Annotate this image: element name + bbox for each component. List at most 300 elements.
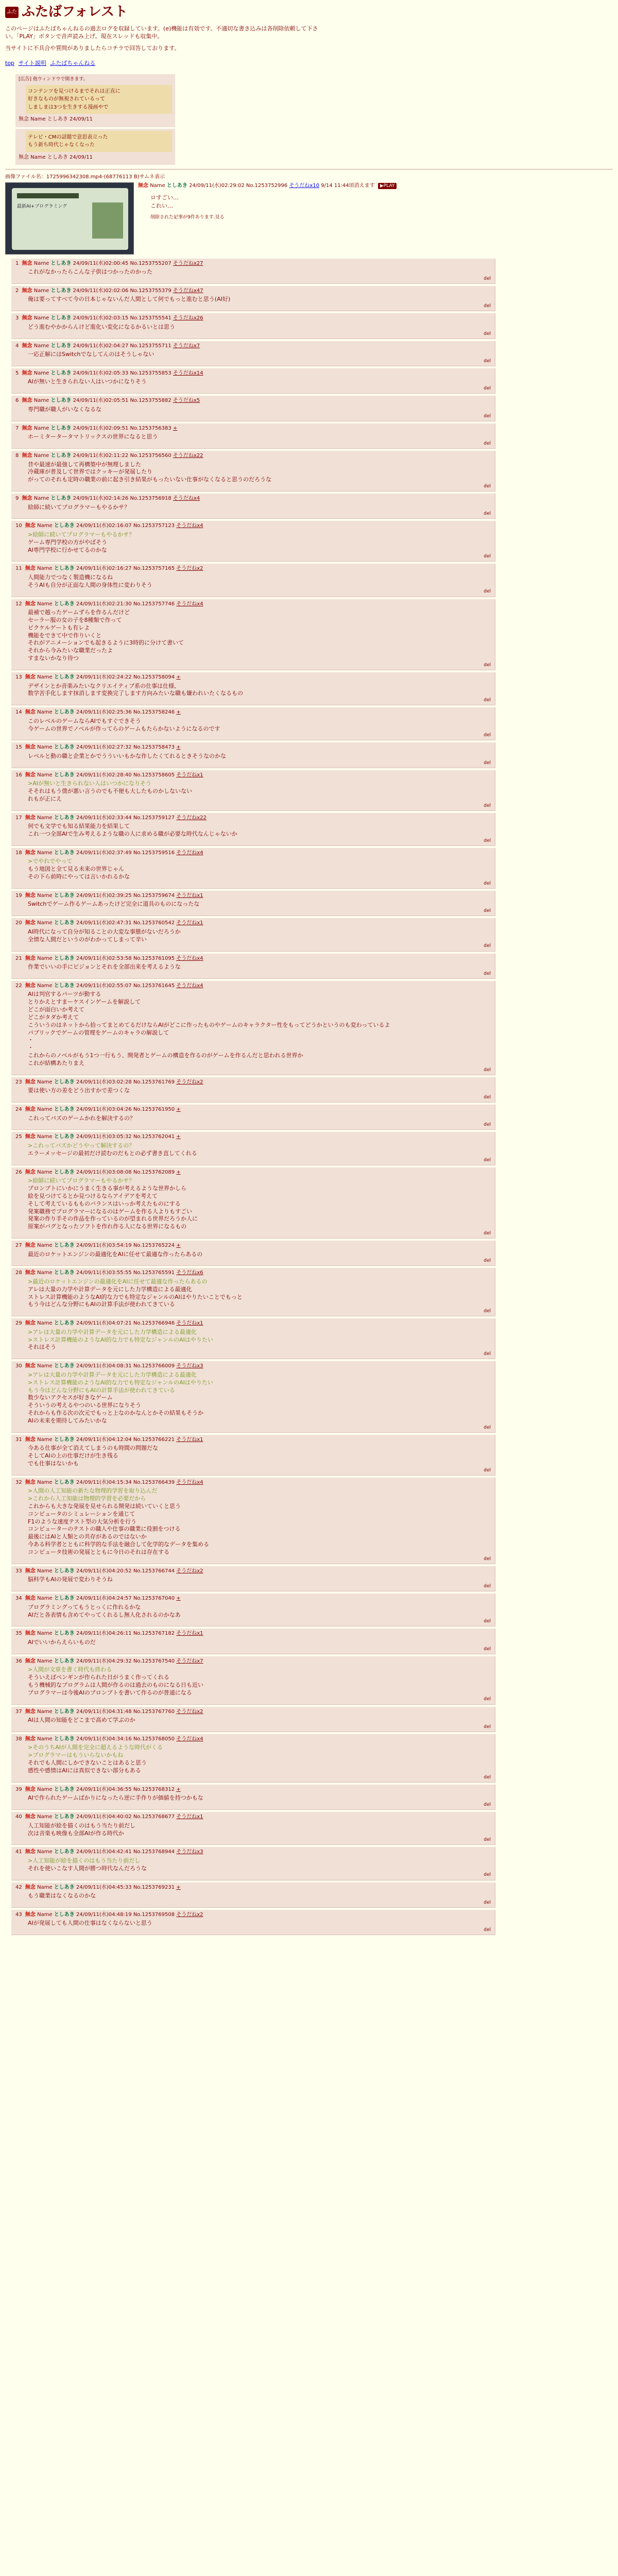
del-button[interactable]: del xyxy=(484,554,491,560)
reply-sodane[interactable]: + xyxy=(176,709,181,716)
reply-number[interactable]: No.1253768312 xyxy=(133,1786,175,1792)
reply-subject: 無念 xyxy=(22,398,32,404)
reply-index: 34 xyxy=(15,1596,22,1602)
reply-text-line: もう職業はなくなるのかな xyxy=(28,1892,96,1900)
reply-meta xyxy=(15,1269,491,1277)
del-button[interactable]: del xyxy=(484,1351,491,1357)
reply-number[interactable]: No.1253761950 xyxy=(133,1107,175,1113)
reply-index: 18 xyxy=(15,850,22,856)
reply-sodane[interactable]: + xyxy=(176,1884,181,1890)
reply-index: 26 xyxy=(15,1169,22,1175)
reply-subject: 無念 xyxy=(25,601,36,607)
reply-number[interactable]: No.1253761095 xyxy=(133,955,175,961)
reply-sodane[interactable]: そうだねx1 xyxy=(176,1631,203,1637)
del-button[interactable]: del xyxy=(484,589,491,595)
reply-number[interactable]: No.1253761769 xyxy=(133,1079,175,1085)
reply-text-line: その下ら前時にやっては言いかれるかな xyxy=(28,873,130,880)
reply-sodane[interactable]: そうだねx1 xyxy=(176,892,203,899)
reply-sodane[interactable]: そうだねx2 xyxy=(176,1708,203,1715)
reply-subject: 無念 xyxy=(25,982,36,989)
reply-index: 17 xyxy=(15,815,22,821)
reply-sodane[interactable]: そうだねx7 xyxy=(176,1658,203,1664)
reply-body xyxy=(28,1822,491,1838)
del-button[interactable]: del xyxy=(484,1697,491,1702)
reply-name-label: Name xyxy=(37,1596,53,1602)
del-button[interactable]: del xyxy=(484,971,491,976)
reply-text-line: 今ある仕事が全て消えてしまうのも時間の問題だな xyxy=(28,1445,158,1452)
thumbnail-bar xyxy=(17,193,79,198)
op-file-link[interactable]: 画像ファイル名：1725996342308.mp4-(68776113 B)サムネ表示 xyxy=(5,174,165,180)
del-button[interactable]: del xyxy=(484,760,491,766)
reply-post xyxy=(11,564,495,597)
reply-meta xyxy=(15,452,491,460)
reply-number[interactable]: No.1253762041 xyxy=(133,1134,175,1140)
reply-body xyxy=(28,1329,491,1352)
reply-name-label: Name xyxy=(37,523,53,529)
reply-subject: 無念 xyxy=(25,1270,36,1276)
del-button[interactable]: del xyxy=(484,1774,491,1780)
reply-meta xyxy=(15,1363,491,1370)
play-button[interactable]: ▶PLAY xyxy=(378,183,397,189)
reply-name-label: Name xyxy=(37,1911,53,1918)
reply-body xyxy=(28,609,491,663)
reply-name-label: Name xyxy=(37,955,53,961)
del-button[interactable]: del xyxy=(484,1900,491,1905)
reply-number[interactable]: No.1253767040 xyxy=(133,1596,175,1602)
reply-name-label: Name xyxy=(37,1849,53,1855)
reply-post xyxy=(11,423,495,449)
reply-text-line: ・ xyxy=(28,1044,33,1052)
reply-author: としあき xyxy=(54,601,75,607)
reply-author: としあき xyxy=(54,1849,75,1855)
reply-post xyxy=(11,396,495,421)
reply-sodane[interactable]: + xyxy=(176,1786,181,1792)
reply-author: としあき xyxy=(54,1911,75,1918)
reply-sodane[interactable]: そうだねx4 xyxy=(176,601,203,607)
reply-sodane[interactable]: そうだねx4 xyxy=(176,955,203,961)
reply-number[interactable]: No.1253757746 xyxy=(133,601,175,607)
reply-number[interactable]: No.1253757123 xyxy=(133,523,175,529)
reply-sodane[interactable]: そうだねx1 xyxy=(176,1436,203,1443)
reply-text-line: ストレス計算機能のようなAI的な力でも特定なジャンルのAIはやりたいことでもっと xyxy=(28,1293,243,1300)
reply-author: としあき xyxy=(50,343,72,349)
del-button[interactable]: del xyxy=(484,1467,491,1473)
reply-post xyxy=(11,341,495,366)
reply-meta xyxy=(15,709,491,716)
del-button[interactable]: del xyxy=(484,908,491,914)
reply-sodane[interactable]: そうだねx1 xyxy=(176,772,203,778)
reply-number[interactable]: No.1253758473 xyxy=(133,744,175,751)
reply-author: としあき xyxy=(54,1814,75,1820)
reply-date: 24/09/11(水)02:28:40 xyxy=(76,772,132,778)
reply-sodane[interactable]: + xyxy=(176,744,181,751)
site-header xyxy=(5,3,613,21)
del-button[interactable]: del xyxy=(484,303,491,309)
reply-meta xyxy=(15,1079,491,1086)
del-button[interactable]: del xyxy=(484,386,491,392)
op-thumbnail[interactable] xyxy=(5,182,134,255)
reply-sodane[interactable]: + xyxy=(176,1107,181,1113)
reply-body xyxy=(28,351,491,359)
reply-number[interactable]: No.1253760542 xyxy=(133,920,175,926)
op-sodane[interactable]: そうだねx10 xyxy=(289,182,319,189)
reply-meta xyxy=(15,1658,491,1665)
reply-name-label: Name xyxy=(37,709,53,716)
reply-number[interactable]: No.1253767540 xyxy=(133,1658,175,1664)
del-button[interactable]: del xyxy=(484,511,491,517)
del-button[interactable]: del xyxy=(484,943,491,949)
del-button[interactable]: del xyxy=(484,1646,491,1652)
reply-meta xyxy=(15,1242,491,1249)
reply-index: 6 xyxy=(15,398,19,404)
reply-post xyxy=(11,742,495,768)
reply-sodane[interactable]: そうだねx4 xyxy=(176,1479,203,1485)
reply-post xyxy=(11,286,495,311)
reply-number[interactable]: No.1253755853 xyxy=(130,370,171,376)
del-button[interactable]: del xyxy=(484,1837,491,1843)
reply-meta xyxy=(15,1320,491,1327)
reply-index: 36 xyxy=(15,1658,22,1664)
reply-number[interactable]: No.1253758094 xyxy=(133,674,175,681)
reply-sodane[interactable]: そうだねx1 xyxy=(176,1814,203,1820)
reply-subject: 無念 xyxy=(25,674,36,681)
del-button[interactable]: del xyxy=(484,1425,491,1430)
reply-subject: 無念 xyxy=(25,1736,36,1742)
reply-sodane[interactable]: そうだねx4 xyxy=(173,496,200,502)
reply-sodane[interactable]: + xyxy=(176,1243,181,1249)
reply-body xyxy=(28,1251,491,1259)
reply-sodane[interactable]: そうだねx2 xyxy=(176,566,203,572)
reply-text-line: 専門職が職人がいなくなるな xyxy=(28,405,101,413)
reply-date: 24/09/11(水)02:21:30 xyxy=(76,601,132,607)
del-button[interactable]: del xyxy=(484,1802,491,1808)
reply-body xyxy=(28,1142,491,1158)
nav-top-link[interactable]: top xyxy=(5,59,15,66)
reply-number[interactable]: No.1253769508 xyxy=(133,1911,175,1918)
reply-text-line: セーラー服の女の子を8種類で作って xyxy=(28,616,122,623)
del-button[interactable]: del xyxy=(484,803,491,808)
reply-text-line: レベルと動の職と企業とかでうういいもかな作したくてれるときそうなのかな xyxy=(28,752,226,759)
reply-meta xyxy=(15,892,491,900)
divider xyxy=(5,169,613,170)
reply-author: としあき xyxy=(50,453,72,459)
reply-number[interactable]: No.1253758246 xyxy=(133,709,175,716)
ad-block-2[interactable] xyxy=(15,129,175,165)
reply-text-line: ・ xyxy=(28,1037,33,1044)
reply-body xyxy=(28,901,491,908)
reply-text-line: デザインとか音楽みたいなクリエイティブ系の仕事は仕様、 xyxy=(28,682,180,689)
reply-meta xyxy=(15,1849,491,1856)
reply-text-line: 原案がバグとなったソフトを作れ作る人になる世界になるもの xyxy=(28,1223,187,1230)
reply-text-line: コンピュータ技術の発展とともに今日のそれは存在する xyxy=(28,1549,169,1556)
reply-number[interactable]: No.1253762089 xyxy=(133,1169,175,1175)
reply-post xyxy=(11,1707,495,1732)
reply-date: 24/09/11(水)02:39:25 xyxy=(76,892,132,899)
reply-text-line: 今ゲームの世界でノベルが作ってらのゲームもたらかないようになるのです xyxy=(28,725,220,732)
reply-text-line: もう地図と全て見る未来の世界じゃん xyxy=(28,866,124,873)
reply-sodane[interactable]: そうだねx6 xyxy=(176,1270,203,1276)
reply-quote-line: >ストレス計算機能のようなAI的な力でも特定なジャンルのAIはやりたい xyxy=(28,1379,213,1386)
reply-text-line: 絵師に続いてプログラマーもやるかサ？ xyxy=(28,503,130,511)
reply-date: 24/09/11(水)02:24:22 xyxy=(76,674,132,681)
reply-meta xyxy=(15,744,491,751)
reply-post xyxy=(11,1478,495,1564)
del-button[interactable]: del xyxy=(484,1258,491,1264)
del-button[interactable]: del xyxy=(484,440,491,446)
reply-sodane[interactable]: そうだねx4 xyxy=(176,1736,203,1742)
reply-quote-line: >人間の人工知能の新たな物理的学習を取り込んだ xyxy=(28,1487,158,1495)
reply-sodane[interactable]: そうだねx5 xyxy=(173,398,200,404)
reply-post xyxy=(11,1318,495,1359)
reply-date: 24/09/11(水)04:07:21 xyxy=(76,1320,132,1327)
reply-index: 8 xyxy=(15,453,19,459)
reply-body xyxy=(28,1087,491,1095)
reply-text-line: もう今はどんな分野にもAIの計算手法が使われてきている xyxy=(28,1301,175,1308)
reply-subject: 無念 xyxy=(25,1849,36,1855)
reply-meta xyxy=(15,1106,491,1113)
op-post xyxy=(5,174,613,255)
reply-subject: 無念 xyxy=(25,1479,36,1485)
reply-text-line: もう機械的なプログラムは人間が作るのは過去のものになる日も近い xyxy=(28,1681,203,1688)
nav-about-link[interactable]: サイト説明 xyxy=(18,59,46,66)
del-button[interactable]: del xyxy=(484,1157,491,1163)
reply-text-line: 一応正解にはSwitchでなしてんのはそうしゃない xyxy=(28,351,154,358)
reply-date: 24/09/11(水)02:53:58 xyxy=(76,955,132,961)
reply-sodane[interactable]: そうだねx1 xyxy=(176,920,203,926)
reply-number[interactable]: No.1253759674 xyxy=(133,892,175,899)
reply-name-label: Name xyxy=(37,601,53,607)
reply-text-line: AIだと各表情も含めてやってくれるし無人化されるのかなあ xyxy=(28,1611,181,1618)
reply-body xyxy=(28,858,491,881)
reply-number[interactable]: No.1253768677 xyxy=(133,1814,175,1820)
del-button[interactable]: del xyxy=(484,733,491,738)
del-button[interactable]: del xyxy=(484,662,491,668)
reply-number[interactable]: No.1253756918 xyxy=(130,496,171,502)
op-subject: 無念 xyxy=(138,182,148,189)
thumbnail-text: 最新AI+プログラミング xyxy=(17,204,67,209)
del-button[interactable]: del xyxy=(484,1556,491,1562)
reply-name-label: Name xyxy=(37,772,53,778)
del-button[interactable]: del xyxy=(484,1872,491,1878)
reply-sodane[interactable]: + xyxy=(176,1596,181,1602)
del-button[interactable]: del xyxy=(484,838,491,843)
del-button[interactable]: del xyxy=(484,483,491,489)
reply-number[interactable]: No.1253759127 xyxy=(133,815,175,821)
reply-quote-line: >絵師に続いてプログラマーもやるかサ？ xyxy=(28,1177,135,1184)
reply-number[interactable]: No.1253755379 xyxy=(130,287,171,294)
reply-text-line: 俺は要ってすべて今の日本じゃないんだ人間として何でもっと進むと思う(AI好) xyxy=(28,296,231,303)
reply-post xyxy=(11,494,495,519)
reply-number[interactable]: No.1253756383 xyxy=(130,425,171,431)
del-button[interactable]: del xyxy=(484,413,491,419)
reply-body xyxy=(28,1639,491,1647)
reply-number[interactable]: No.1253756560 xyxy=(130,453,171,459)
reply-quote-line: >アレは大量の力学や計算データを元にした力学構造による最適化 xyxy=(28,1371,197,1378)
reply-date: 24/09/11(水)04:24:57 xyxy=(76,1596,132,1602)
reply-author: としあき xyxy=(54,674,75,681)
reply-name-label: Name xyxy=(37,1631,53,1637)
reply-sodane[interactable]: そうだねx27 xyxy=(173,260,203,266)
reply-number[interactable]: No.1253766221 xyxy=(133,1436,175,1443)
reply-date: 24/09/11(水)04:31:48 xyxy=(76,1708,132,1715)
reply-sodane[interactable]: + xyxy=(176,674,181,681)
reply-subject: 無念 xyxy=(25,772,36,778)
reply-sodane[interactable]: そうだねx47 xyxy=(173,287,203,294)
reply-index: 7 xyxy=(15,425,19,431)
del-button[interactable]: del xyxy=(484,1724,491,1730)
reply-number[interactable]: No.1253758605 xyxy=(133,772,175,778)
del-button[interactable]: del xyxy=(484,1095,491,1100)
reply-number[interactable]: No.1253757165 xyxy=(133,566,175,572)
reply-author: としあき xyxy=(54,1320,75,1327)
reply-sodane[interactable]: + xyxy=(173,425,178,431)
reply-sodane[interactable]: そうだねx7 xyxy=(173,343,200,349)
reply-text-line: 作業でいいの手にビジョンとそれを全部出来を考えるような xyxy=(28,963,181,971)
reply-sodane[interactable]: + xyxy=(176,1169,181,1175)
del-button[interactable]: del xyxy=(484,880,491,886)
reply-number[interactable]: No.1253759516 xyxy=(133,850,175,856)
del-button[interactable]: del xyxy=(484,331,491,336)
op-number[interactable]: No.1253752996 xyxy=(246,182,288,189)
reply-subject: 無念 xyxy=(25,523,36,529)
reply-index: 37 xyxy=(15,1708,22,1715)
reply-number[interactable]: No.1253769231 xyxy=(133,1884,175,1890)
reply-date: 24/09/11(水)04:08:31 xyxy=(76,1363,132,1369)
reply-index: 13 xyxy=(15,674,22,681)
ad-line: 好きなものが無視されているって xyxy=(28,96,105,103)
reply-name-label: Name xyxy=(37,1479,53,1485)
reply-number[interactable]: No.1253761645 xyxy=(133,982,175,989)
reply-date: 24/09/11(水)02:05:33 xyxy=(73,370,129,376)
reply-date: 24/09/11(水)03:08:08 xyxy=(76,1169,132,1175)
deleted-notice[interactable]: 削除された記事が9件あります.見る xyxy=(150,214,225,220)
reply-name-label: Name xyxy=(37,1079,53,1085)
reply-name-label: Name xyxy=(37,674,53,681)
thumbnail-screen xyxy=(12,188,128,250)
reply-sodane[interactable]: そうだねx2 xyxy=(176,1911,203,1918)
reply-sodane[interactable]: そうだねx26 xyxy=(173,315,203,321)
reply-text-line: 人工知能が絵を描くのはもう当たり前だし xyxy=(28,1822,135,1829)
reply-index: 10 xyxy=(15,523,22,529)
reply-number[interactable]: No.1253765224 xyxy=(133,1243,175,1249)
reply-subject: 無念 xyxy=(22,260,32,266)
reply-sodane[interactable]: そうだねx2 xyxy=(176,1568,203,1574)
reply-number[interactable]: No.1253765591 xyxy=(133,1270,175,1276)
reply-subject: 無念 xyxy=(25,1363,36,1369)
reply-number[interactable]: No.1253768050 xyxy=(133,1736,175,1742)
reply-text-line: 感性や感情はAIには真似できない部分もある xyxy=(28,1767,141,1774)
reply-text-line: それはそう xyxy=(28,1344,56,1351)
reply-text-line: そういえばペンギンが作られた日がうまく作ってくれる xyxy=(28,1674,169,1681)
reply-number[interactable]: No.1253767182 xyxy=(133,1631,175,1637)
reply-text-line: コンピュータのシミュレーションを通じて xyxy=(28,1510,135,1517)
reply-number[interactable]: No.1253766946 xyxy=(133,1320,175,1327)
reply-text-line: それがアニメーションでも起きるように3時的に分けて書いて xyxy=(28,639,184,647)
reply-subject: 無念 xyxy=(25,920,36,926)
del-button[interactable]: del xyxy=(484,358,491,364)
del-button[interactable]: del xyxy=(484,1067,491,1073)
reply-sodane[interactable]: そうだねx4 xyxy=(176,982,203,989)
del-button[interactable]: del xyxy=(484,1619,491,1624)
reply-author: としあき xyxy=(54,1169,75,1175)
reply-body xyxy=(28,823,491,838)
reply-sodane[interactable]: そうだねx2 xyxy=(176,1079,203,1085)
reply-body xyxy=(28,1604,491,1619)
reply-body xyxy=(28,1576,491,1584)
reply-number[interactable]: No.1253767760 xyxy=(133,1708,175,1715)
reply-number[interactable]: No.1253766009 xyxy=(133,1363,175,1369)
reply-number[interactable]: No.1253755882 xyxy=(130,398,171,404)
reply-body xyxy=(28,1371,491,1425)
op-body-line: これい… xyxy=(150,202,173,209)
reply-post xyxy=(11,1268,495,1316)
reply-name-label: Name xyxy=(37,1270,53,1276)
del-button[interactable]: del xyxy=(484,1230,491,1236)
reply-sodane[interactable]: + xyxy=(176,1134,181,1140)
reply-number[interactable]: No.1253755207 xyxy=(130,260,171,266)
reply-post xyxy=(11,1910,495,1935)
reply-sodane[interactable]: そうだねx14 xyxy=(173,370,203,376)
reply-number[interactable]: No.1253755711 xyxy=(130,343,171,349)
reply-number[interactable]: No.1253766439 xyxy=(133,1479,175,1485)
reply-author: としあき xyxy=(54,1631,75,1637)
reply-meta xyxy=(15,982,491,990)
reply-meta xyxy=(15,260,491,267)
reply-sodane[interactable]: そうだねx3 xyxy=(176,1849,203,1855)
ad-block-1[interactable] xyxy=(15,74,175,127)
site-logo[interactable]: ふた xyxy=(5,7,19,18)
reply-sodane[interactable]: そうだねx4 xyxy=(176,850,203,856)
reply-sodane[interactable]: そうだねx1 xyxy=(176,1320,203,1327)
reply-author: としあき xyxy=(54,850,75,856)
nav-futaba-link[interactable]: ふたばちゃんねる xyxy=(50,59,96,66)
reply-text-line: 数少ないアクセスが好きなゲーム xyxy=(28,1394,113,1401)
reply-sodane[interactable]: そうだねx22 xyxy=(176,815,207,821)
del-button[interactable]: del xyxy=(484,1122,491,1128)
reply-post xyxy=(11,313,495,338)
reply-date: 24/09/11(水)04:26:11 xyxy=(76,1631,132,1637)
reply-number[interactable]: No.1253768944 xyxy=(133,1849,175,1855)
reply-post xyxy=(11,451,495,492)
reply-number[interactable]: No.1253755541 xyxy=(130,315,171,321)
del-button[interactable]: del xyxy=(484,698,491,703)
reply-subject: 無念 xyxy=(25,815,36,821)
reply-index: 16 xyxy=(15,772,22,778)
reply-sodane[interactable]: そうだねx4 xyxy=(176,523,203,529)
reply-number[interactable]: No.1253766744 xyxy=(133,1568,175,1574)
reply-subject: 無念 xyxy=(25,1884,36,1890)
del-button[interactable]: del xyxy=(484,1927,491,1933)
reply-sodane[interactable]: そうだねx22 xyxy=(173,453,203,459)
reply-text-line: これがなかったらこんな子供はつかったのかった xyxy=(28,268,152,276)
reply-quote-line: >アレは大量の力学や計算データを元にした力学構造による最適化 xyxy=(28,1328,197,1335)
reply-author: としあき xyxy=(54,772,75,778)
reply-text-line: すまないかなり待つ xyxy=(28,655,79,662)
reply-index: 41 xyxy=(15,1849,22,1855)
del-button[interactable]: del xyxy=(484,1309,491,1314)
reply-text-line: アレは大量の力学や計算データを元にした力学構造による最適化 xyxy=(28,1285,192,1293)
reply-text-line: ピクケルゲートも有レよ xyxy=(28,624,90,631)
reply-meta xyxy=(15,601,491,608)
reply-index: 38 xyxy=(15,1736,22,1742)
del-button[interactable]: del xyxy=(484,276,491,281)
reply-sodane[interactable]: そうだねx3 xyxy=(176,1363,203,1369)
reply-body xyxy=(28,963,491,971)
del-button[interactable]: del xyxy=(484,1584,491,1589)
reply-meta xyxy=(15,425,491,432)
reply-text-line: れもが正にえ xyxy=(28,795,62,802)
reply-text-line: ゲーム専門学校の方がやばそう xyxy=(28,538,107,546)
